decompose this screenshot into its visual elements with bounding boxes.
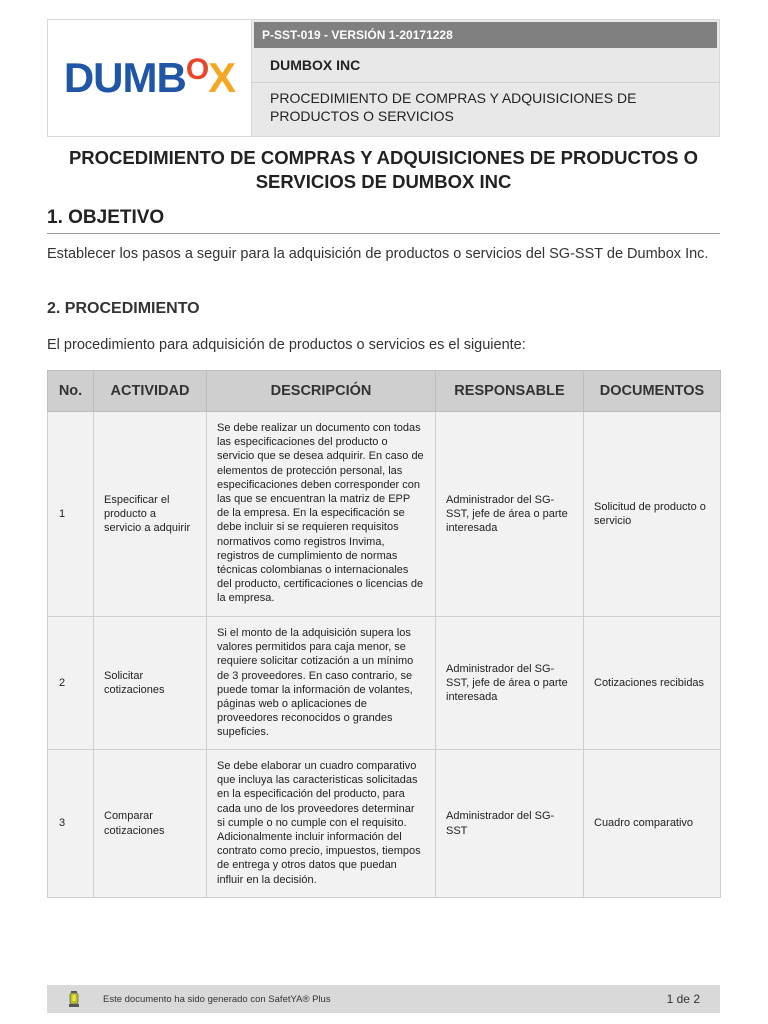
section-objetivo-text: Establecer los pasos a seguir para la adquisición de productos o servicios del SG-SST de Dumbox Inc. xyxy=(47,246,709,262)
logo-text: DUMB xyxy=(63,54,186,101)
document-header xyxy=(47,19,720,137)
row-responsable: Administrador del SG-SST, jefe de área o parte interesada xyxy=(436,617,584,750)
header-documentos: DOCUMENTOS xyxy=(584,371,721,412)
logo-o: O xyxy=(185,53,209,86)
table-row xyxy=(48,412,721,617)
row-descripcion: Si el monto de la adquisición supera los valores permitidos para caja menor, se requiere solicitar cotización a un mínimo de 3 proveedores. En caso contrario, se puede tomar la información de volantes, páginas web o aplicaciones de proveedores reconocidos o grandes supeficies. xyxy=(207,617,436,750)
row-actividad: Especificar el producto a servicio a adquirir xyxy=(94,412,207,617)
logo-x: X xyxy=(208,54,236,101)
row-no: 1 xyxy=(48,412,94,617)
page-number: 1 de 2 xyxy=(666,992,700,1006)
row-descripcion: Se debe elaborar un cuadro comparativo que incluya las caracteristicas solicitadas en la especificación del producto, para cada uno de los proveedores determinar si cumple o no cumple con el requisito. Adicionalmente incluir información del contrato como precio, impuestos, tiempos de entrega y otros datos que puedan influir en la decisión. xyxy=(207,750,436,898)
row-no: 2 xyxy=(48,617,94,750)
row-descripcion: Se debe realizar un documento con todas las especificaciones del producto o servicio que se desea adquirir. En caso de elementos de protección personal, las especificaciones deben corresponder con las que se encuentran la matriz de EPP de la empresa. En la especificación se debe incluir si se requieren requisitos normativos como registros Invima, registros de cumplimiento de normas técnicas colombianas o internacionales del producto, certificaciones o licencias de la empresa. xyxy=(207,412,436,617)
row-documentos: Cotizaciones recibidas xyxy=(584,617,721,750)
header-no: No. xyxy=(48,371,94,412)
procedure-table xyxy=(47,370,721,898)
header-responsable: RESPONSABLE xyxy=(436,371,584,412)
row-responsable: Administrador del SG-SST xyxy=(436,750,584,898)
logo-box xyxy=(48,20,252,136)
footer-text: Este documento ha sido generado con SafetYA® Plus xyxy=(103,993,331,1005)
page-title: PROCEDIMIENTO DE COMPRAS Y ADQUISICIONES DE PRODUCTOS O SERVICIOS DE DUMBOX INC xyxy=(68,147,699,192)
row-actividad: Solicitar cotizaciones xyxy=(94,617,207,750)
row-documentos: Solicitud de producto o servicio xyxy=(584,412,721,617)
row-responsable: Administrador del SG-SST, jefe de área o parte interesada xyxy=(436,412,584,617)
table-row xyxy=(48,750,721,898)
header-info xyxy=(252,20,719,136)
lantern-icon xyxy=(67,991,81,1007)
table-row xyxy=(48,617,721,750)
section-procedimiento-heading: 2. PROCEDIMIENTO xyxy=(47,300,200,317)
company-name: DUMBOX INC xyxy=(252,48,719,83)
header-actividad: ACTIVIDAD xyxy=(94,371,207,412)
document-code: P-SST-019 - VERSIÓN 1-20171228 xyxy=(254,22,717,48)
row-documentos: Cuadro comparativo xyxy=(584,750,721,898)
header-descripcion: DESCRIPCIÓN xyxy=(207,371,436,412)
row-actividad: Comparar cotizaciones xyxy=(94,750,207,898)
company-logo xyxy=(63,53,236,101)
section-procedimiento-text: El procedimiento para adquisición de productos o servicios es el siguiente: xyxy=(47,337,526,353)
row-no: 3 xyxy=(48,750,94,898)
table-header-row xyxy=(48,371,721,412)
document-footer xyxy=(47,985,720,1013)
section-objetivo-heading: 1. OBJETIVO xyxy=(47,207,720,234)
procedure-name: PROCEDIMIENTO DE COMPRAS Y ADQUISICIONES DE PRODUCTOS O SERVICIOS xyxy=(270,90,637,124)
